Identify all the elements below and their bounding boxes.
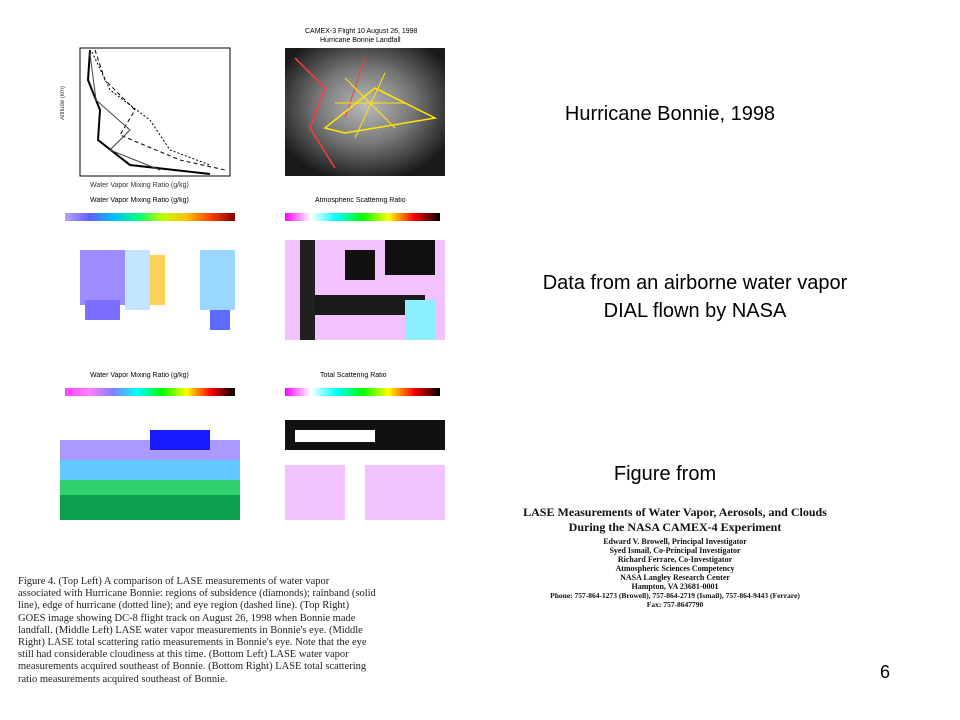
citation-title-line1: LASE Measurements of Water Vapor, Aerosols, and Clouds	[523, 505, 827, 519]
mid-right-scattering-svg	[285, 240, 445, 340]
goes-title-line1: CAMEX-3 Flight 10 August 26, 1998	[305, 28, 418, 35]
citation-affil-2: NASA Langley Research Center	[620, 573, 730, 582]
citation-affil-1: Atmospheric Sciences Competency	[615, 564, 735, 573]
caption-line-1: Figure 4. (Top Left) A comparison of LASE measurements of water vapor	[18, 576, 330, 587]
citation-title-line2: During the NASA CAMEX-4 Experiment	[568, 520, 782, 534]
caption-line-6: Right) LASE total scattering ratio measurements in Bonnie's eye. Note that the eye	[18, 637, 367, 649]
caption-line-4: GOES image showing DC-8 flight track on August 26, 1998 when Bonnie made	[18, 612, 356, 624]
citation-author-1: Edward V. Browell, Principal Investigator	[603, 537, 747, 546]
bottom-right-scattering-svg	[285, 420, 445, 520]
caption-line-5: landfall. (Middle Left) LASE water vapor measurements in Bonnie's eye. (Middle	[18, 624, 363, 636]
bottom-left-scale-label: Water Vapor Mixing Ratio (g/kg)	[90, 372, 189, 379]
profile-plot	[60, 40, 240, 195]
goes-satellite-image	[265, 28, 450, 190]
citation-fax: Fax: 757-8647790	[646, 600, 704, 609]
profile-plot-svg	[60, 40, 240, 195]
profile-xlabel: Water Vapor Mixing Ratio (g/kg)	[90, 182, 189, 189]
mid-left-water-vapor-panel	[60, 240, 245, 340]
mid-right-scale-label: Atmospheric Scattering Ratio	[315, 197, 406, 204]
bottom-right-scattering-panel	[285, 420, 445, 520]
profile-ylabel: Altitude (km)	[60, 86, 66, 120]
bottom-right-scale-label: Total Scattering Ratio	[320, 372, 387, 379]
figure-from-label: Figure from	[613, 463, 717, 485]
citation-phone: Phone: 757-864-1273 (Browell), 757-864-2719 (Ismail), 757-864-9443 (Ferrare)	[550, 591, 800, 600]
bottom-left-water-vapor-svg	[60, 420, 240, 520]
citation-author-2: Syed Ismail, Co-Principal Investigator	[609, 546, 741, 555]
caption-line-8: measurements acquired southeast of Bonnie. (Bottom Right) LASE total scattering	[18, 661, 367, 673]
mid-left-colorscale	[55, 197, 245, 227]
citation-block	[520, 505, 830, 609]
mid-left-water-vapor-svg	[60, 240, 245, 340]
bottom-right-colorscale	[275, 372, 450, 402]
mid-right-colorscale	[275, 197, 450, 227]
bottom-left-water-vapor-panel	[60, 420, 240, 520]
caption-line-9: ratio measurements acquired southeast of Bonnie.	[18, 673, 228, 685]
goes-title-line2: Hurricane Bonnie Landfall	[320, 37, 401, 44]
goes-map-svg	[265, 28, 450, 190]
caption-line-2: associated with Hurricane Bonnie: regions of subsidence (diamonds); rainband (solid	[18, 588, 376, 600]
mid-right-scattering-panel	[285, 240, 445, 340]
bottom-left-colorscale	[55, 372, 245, 402]
caption-line-3: line), edge of hurricane (dotted line); and eye region (dashed line). (Top Right)	[18, 600, 350, 612]
mid-left-scale-label: Water Vapor Mixing Ratio (g/kg)	[90, 197, 189, 204]
figure-caption	[18, 576, 478, 686]
slide-subtitle-line2: DIAL flown by NASA	[603, 300, 787, 322]
citation-author-3: Richard Ferrare, Co-Investigator	[617, 555, 733, 564]
slide-title: Hurricane Bonnie, 1998	[564, 103, 776, 125]
page-number: 6	[880, 662, 891, 682]
caption-line-7: still had considerable cloudiness at this time. (Bottom Left) LASE water vapor	[18, 649, 349, 661]
slide-subtitle-line1: Data from an airborne water vapor	[542, 272, 848, 294]
citation-affil-3: Hampton, VA 23681-0001	[631, 582, 719, 591]
